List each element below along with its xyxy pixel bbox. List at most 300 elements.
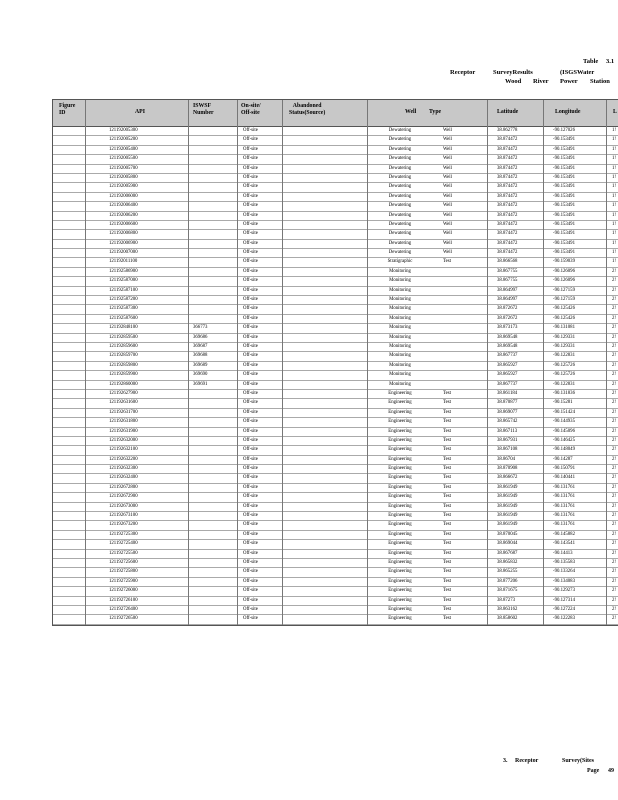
cell-well: Engineering xyxy=(388,475,412,481)
cell-well: Engineering xyxy=(388,466,412,472)
cell-onoff: Off-site xyxy=(243,268,258,274)
cell-last: 2! xyxy=(612,522,616,528)
cell-last: 2! xyxy=(612,362,616,368)
cell-well: Engineering xyxy=(388,559,412,565)
cell-onoff: Off-site xyxy=(243,409,258,415)
cell-last: 2! xyxy=(612,447,616,453)
cell-longitude: -90.144935 xyxy=(553,419,575,425)
cell-onoff: Off-site xyxy=(243,466,258,472)
cell-latitude: 38.865927 xyxy=(497,372,518,378)
cell-last: 1! xyxy=(612,212,616,218)
cell-onoff: Off-site xyxy=(243,334,258,340)
cell-last: 2! xyxy=(612,550,616,556)
table-row xyxy=(53,550,618,559)
cell-well: Engineering xyxy=(388,597,412,603)
cell-type: Well xyxy=(443,212,452,218)
table-row xyxy=(53,503,618,512)
cell-api: 121192005800 xyxy=(109,174,138,180)
cell-longitude: -90.148049 xyxy=(553,447,575,453)
cell-latitude: 38.873173 xyxy=(497,325,518,331)
cell-longitude: -90.153491 xyxy=(553,165,575,171)
footer-page-number: 49 xyxy=(608,768,614,774)
cell-latitude: 38.864997 xyxy=(497,287,518,293)
cell-onoff: Off-site xyxy=(243,522,258,528)
cell-well: Dewatering xyxy=(388,146,412,152)
cell-api: 121192632300 xyxy=(109,466,138,472)
cell-type: Test xyxy=(443,597,451,603)
table-row xyxy=(53,578,618,587)
cell-onoff: Off-site xyxy=(243,513,258,519)
cell-onoff: Off-site xyxy=(243,250,258,256)
table-row xyxy=(53,446,618,455)
cell-well: Stratigraphic xyxy=(387,259,413,265)
cell-api: 121192587300 xyxy=(109,306,138,312)
cell-last: 2! xyxy=(612,297,616,303)
cell-api: 121192631800 xyxy=(109,419,138,425)
cell-latitude: 38.874472 xyxy=(497,231,518,237)
cell-latitude: 38.877206 xyxy=(497,578,518,584)
divider-lat xyxy=(543,100,544,625)
cell-type: Well xyxy=(443,184,452,190)
cell-last: 2! xyxy=(612,419,616,425)
cell-latitude: 38.867687 xyxy=(497,550,518,556)
cell-type: Test xyxy=(443,559,451,565)
col-well: Well xyxy=(405,109,417,115)
cell-onoff: Off-site xyxy=(243,315,258,321)
cell-last: 2! xyxy=(612,353,616,359)
cell-api: 121192006200 xyxy=(109,212,138,218)
cell-longitude: -90.122831 xyxy=(553,353,575,359)
cell-last: 2! xyxy=(612,513,616,519)
cell-onoff: Off-site xyxy=(243,419,258,425)
cell-api: 121192632100 xyxy=(109,447,138,453)
cell-latitude: 38.861184 xyxy=(497,390,518,396)
cell-type: Well xyxy=(443,193,452,199)
cell-type: Well xyxy=(443,221,452,227)
table-row xyxy=(53,315,618,324)
cell-type: Test xyxy=(443,578,451,584)
title-word-2: SurveyResults xyxy=(493,69,533,76)
divider-api xyxy=(188,100,189,625)
cell-latitude: 38.861949 xyxy=(497,484,518,490)
cell-latitude: 38.858602 xyxy=(497,616,518,622)
table-row xyxy=(53,456,618,465)
cell-last: 2! xyxy=(612,475,616,481)
cell-latitude: 38.867755 xyxy=(497,278,518,284)
cell-type: Test xyxy=(443,531,451,537)
cell-api: 121192859700 xyxy=(109,353,138,359)
cell-latitude: 38.874472 xyxy=(497,146,518,152)
cell-api: 121192587000 xyxy=(109,278,138,284)
cell-type: Test xyxy=(443,409,451,415)
table-row xyxy=(53,409,618,418)
cell-onoff: Off-site xyxy=(243,428,258,434)
table-row xyxy=(53,277,618,286)
table-row xyxy=(53,174,618,183)
table-row xyxy=(53,240,618,249)
cell-longitude: -90.14287 xyxy=(553,456,573,462)
table-row xyxy=(53,540,618,549)
cell-api: 121192725600 xyxy=(109,559,138,565)
cell-last: 2! xyxy=(612,268,616,274)
cell-api: 121192859900 xyxy=(109,372,138,378)
table-row xyxy=(53,324,618,333)
cell-latitude: 38.874472 xyxy=(497,240,518,246)
cell-latitude: 38.869548 xyxy=(497,334,518,340)
cell-onoff: Off-site xyxy=(243,146,258,152)
cell-onoff: Off-site xyxy=(243,362,258,368)
cell-onoff: Off-site xyxy=(243,184,258,190)
cell-latitude: 38.866672 xyxy=(497,475,518,481)
cell-well: Engineering xyxy=(388,513,412,519)
cell-api: 121192006400 xyxy=(109,203,138,209)
cell-well: Engineering xyxy=(388,400,412,406)
cell-type: Well xyxy=(443,156,452,162)
cell-last: 1! xyxy=(612,231,616,237)
cell-latitude: 38.866568 xyxy=(497,259,518,265)
cell-onoff: Off-site xyxy=(243,597,258,603)
cell-longitude: -90.153491 xyxy=(553,174,575,180)
cell-latitude: 38.867108 xyxy=(497,447,518,453)
cell-well: Monitoring xyxy=(389,334,411,340)
table-header-row xyxy=(53,100,618,127)
cell-well: Engineering xyxy=(388,428,412,434)
table-row xyxy=(53,230,618,239)
table-row xyxy=(53,559,618,568)
cell-longitude: -90.159039 xyxy=(553,259,575,265)
cell-longitude: -90.14413 xyxy=(553,550,573,556)
cell-api: 121192631900 xyxy=(109,428,138,434)
cell-api: 121192859800 xyxy=(109,362,138,368)
cell-last: 2! xyxy=(612,541,616,547)
cell-well: Engineering xyxy=(388,541,412,547)
cell-type: Well xyxy=(443,146,452,152)
cell-last: 2! xyxy=(612,484,616,490)
cell-well: Engineering xyxy=(388,390,412,396)
cell-last: 2! xyxy=(612,428,616,434)
cell-onoff: Off-site xyxy=(243,278,258,284)
divider-welltype xyxy=(487,100,488,625)
table-row xyxy=(53,268,618,277)
title-word-5: River xyxy=(533,78,549,85)
cell-last: 2! xyxy=(612,494,616,500)
col-type: Type xyxy=(429,109,442,115)
cell-longitude: -90.125426 xyxy=(553,306,575,312)
cell-well: Dewatering xyxy=(388,231,412,237)
cell-longitude: -90.122283 xyxy=(553,616,575,622)
cell-api: 121192011100 xyxy=(109,259,138,265)
cell-onoff: Off-site xyxy=(243,325,258,331)
cell-type: Test xyxy=(443,456,451,462)
cell-type: Test xyxy=(443,522,451,528)
cell-type: Test xyxy=(443,466,451,472)
cell-well: Engineering xyxy=(388,447,412,453)
cell-last: 2! xyxy=(612,372,616,378)
cell-longitude: -90.153491 xyxy=(553,203,575,209)
cell-type: Test xyxy=(443,494,451,500)
cell-api: 121192005500 xyxy=(109,156,138,162)
table-row xyxy=(53,371,618,380)
cell-iswsf: 366773 xyxy=(193,325,208,331)
cell-onoff: Off-site xyxy=(243,137,258,143)
cell-last: 1! xyxy=(612,128,616,133)
cell-well: Engineering xyxy=(388,503,412,509)
cell-api: 121192631700 xyxy=(109,409,138,415)
cell-onoff: Off-site xyxy=(243,128,258,133)
cell-longitude: -90.150791 xyxy=(553,466,575,472)
cell-longitude: -90.129273 xyxy=(553,588,575,594)
cell-longitude: -90.129331 xyxy=(553,334,575,340)
cell-longitude: -90.125426 xyxy=(553,315,575,321)
cell-last: 1! xyxy=(612,203,616,209)
cell-latitude: 38.863162 xyxy=(497,606,518,612)
cell-api: 121192632400 xyxy=(109,475,138,481)
cell-api: 121192005400 xyxy=(109,146,138,152)
cell-latitude: 38.867113 xyxy=(497,428,518,434)
cell-onoff: Off-site xyxy=(243,559,258,565)
cell-longitude: -90.129331 xyxy=(553,343,575,349)
cell-longitude: -90.140441 xyxy=(553,475,575,481)
cell-latitude: 38.87273 xyxy=(497,597,515,603)
cell-onoff: Off-site xyxy=(243,212,258,218)
table-row xyxy=(53,221,618,230)
divider-iswsf xyxy=(237,100,238,625)
cell-type: Test xyxy=(443,513,451,519)
cell-last: 2! xyxy=(612,597,616,603)
cell-longitude: -90.153491 xyxy=(553,212,575,218)
cell-latitude: 38.869548 xyxy=(497,343,518,349)
cell-latitude: 38.86704 xyxy=(497,456,515,462)
cell-type: Well xyxy=(443,203,452,209)
cell-type: Well xyxy=(443,137,452,143)
cell-well: Engineering xyxy=(388,606,412,612)
cell-type: Well xyxy=(443,128,452,133)
cell-last: 2! xyxy=(612,400,616,406)
cell-last: 2! xyxy=(612,569,616,575)
cell-last: 2! xyxy=(612,343,616,349)
cell-well: Engineering xyxy=(388,456,412,462)
cell-last: 1! xyxy=(612,259,616,265)
cell-last: 2! xyxy=(612,588,616,594)
cell-type: Test xyxy=(443,400,451,406)
cell-type: Test xyxy=(443,475,451,481)
cell-longitude: -90.153491 xyxy=(553,146,575,152)
table-row xyxy=(53,390,618,399)
cell-type: Well xyxy=(443,240,452,246)
cell-longitude: -90.126096 xyxy=(553,278,575,284)
table-row xyxy=(53,493,618,502)
cell-type: Test xyxy=(443,484,451,490)
divider-figure xyxy=(85,100,86,625)
cell-onoff: Off-site xyxy=(243,503,258,509)
cell-latitude: 38.874472 xyxy=(497,184,518,190)
cell-well: Monitoring xyxy=(389,372,411,378)
cell-api: 121192007000 xyxy=(109,250,138,256)
cell-well: Engineering xyxy=(388,616,412,622)
cell-latitude: 38.874472 xyxy=(497,221,518,227)
footer-word-2: Survey(Sites xyxy=(562,758,594,764)
cell-onoff: Off-site xyxy=(243,287,258,293)
cell-type: Well xyxy=(443,231,452,237)
col-last: L xyxy=(613,109,617,115)
title-word-7: Station xyxy=(590,78,610,85)
table-row xyxy=(53,183,618,192)
cell-well: Dewatering xyxy=(388,203,412,209)
cell-longitude: -90.153491 xyxy=(553,221,575,227)
cell-latitude: 38.865255 xyxy=(497,569,518,575)
cell-last: 2! xyxy=(612,531,616,537)
cell-onoff: Off-site xyxy=(243,165,258,171)
cell-well: Monitoring xyxy=(389,381,411,387)
table-row xyxy=(53,512,618,521)
cell-well: Monitoring xyxy=(389,278,411,284)
cell-api: 121192005700 xyxy=(109,165,138,171)
cell-type: Test xyxy=(443,588,451,594)
table-row xyxy=(53,437,618,446)
cell-iswsf: 369691 xyxy=(193,381,208,387)
cell-onoff: Off-site xyxy=(243,221,258,227)
cell-onoff: Off-site xyxy=(243,447,258,453)
cell-last: 2! xyxy=(612,287,616,293)
cell-api: 121192726400 xyxy=(109,606,138,612)
cell-api: 121192587100 xyxy=(109,287,138,293)
cell-last: 1! xyxy=(612,221,616,227)
cell-api: 121192726000 xyxy=(109,588,138,594)
cell-api: 121192672900 xyxy=(109,494,138,500)
cell-onoff: Off-site xyxy=(243,578,258,584)
cell-well: Engineering xyxy=(388,531,412,537)
cell-longitude: -90.131081 xyxy=(553,325,575,331)
cell-onoff: Off-site xyxy=(243,531,258,537)
cell-longitude: -90.122831 xyxy=(553,381,575,387)
footer-section: 3. xyxy=(503,758,508,764)
cell-onoff: Off-site xyxy=(243,569,258,575)
cell-last: 1! xyxy=(612,146,616,152)
cell-longitude: -90.127224 xyxy=(553,606,575,612)
table-row xyxy=(53,399,618,408)
cell-longitude: -90.153491 xyxy=(553,137,575,143)
title-word-1: Receptor xyxy=(450,69,476,76)
table-row xyxy=(53,521,618,530)
table-row xyxy=(53,418,618,427)
cell-last: 2! xyxy=(612,325,616,331)
cell-type: Test xyxy=(443,419,451,425)
table-row xyxy=(53,381,618,390)
cell-onoff: Off-site xyxy=(243,541,258,547)
cell-latitude: 38.865832 xyxy=(497,559,518,565)
cell-last: 2! xyxy=(612,278,616,284)
cell-type: Test xyxy=(443,428,451,434)
cell-longitude: -90.127314 xyxy=(553,597,575,603)
cell-well: Dewatering xyxy=(388,221,412,227)
cell-onoff: Off-site xyxy=(243,588,258,594)
cell-onoff: Off-site xyxy=(243,193,258,199)
cell-longitude: -90.131761 xyxy=(553,484,575,490)
cell-onoff: Off-site xyxy=(243,203,258,209)
cell-longitude: -90.153491 xyxy=(553,193,575,199)
table-row xyxy=(53,136,618,145)
cell-well: Engineering xyxy=(388,578,412,584)
cell-latitude: 38.874472 xyxy=(497,193,518,199)
cell-longitude: -90.153491 xyxy=(553,250,575,256)
cell-latitude: 38.874472 xyxy=(497,156,518,162)
cell-well: Monitoring xyxy=(389,287,411,293)
cell-type: Well xyxy=(443,174,452,180)
table-row xyxy=(53,146,618,155)
cell-type: Well xyxy=(443,250,452,256)
table-row xyxy=(53,474,618,483)
cell-onoff: Off-site xyxy=(243,484,258,490)
cell-onoff: Off-site xyxy=(243,353,258,359)
cell-longitude: -90.151424 xyxy=(553,409,575,415)
cell-api: 121192006600 xyxy=(109,221,138,227)
col-figure-id: Figure ID xyxy=(59,103,76,116)
table-row xyxy=(53,212,618,221)
cell-last: 1! xyxy=(612,240,616,246)
cell-longitude: -90.15281 xyxy=(553,400,573,406)
cell-latitude: 38.867737 xyxy=(497,381,518,387)
cell-api: 121192632000 xyxy=(109,437,138,443)
cell-latitude: 38.862778 xyxy=(497,128,518,133)
table-row xyxy=(53,305,618,314)
cell-well: Dewatering xyxy=(388,240,412,246)
cell-well: Engineering xyxy=(388,484,412,490)
cell-latitude: 38.865927 xyxy=(497,362,518,368)
cell-onoff: Off-site xyxy=(243,437,258,443)
cell-longitude: -90.131761 xyxy=(553,513,575,519)
cell-api: 121192673000 xyxy=(109,503,138,509)
cell-latitude: 38.874472 xyxy=(497,212,518,218)
cell-latitude: 38.874472 xyxy=(497,137,518,143)
table-row xyxy=(53,597,618,606)
cell-api: 121192848100 xyxy=(109,325,138,331)
cell-last: 1! xyxy=(612,193,616,199)
cell-onoff: Off-site xyxy=(243,174,258,180)
cell-last: 2! xyxy=(612,616,616,622)
col-onsite: On-site/ Off-site xyxy=(241,103,261,116)
table-row xyxy=(53,249,618,258)
cell-well: Monitoring xyxy=(389,353,411,359)
cell-onoff: Off-site xyxy=(243,343,258,349)
cell-longitude: -90.145096 xyxy=(553,428,575,434)
cell-last: 2! xyxy=(612,466,616,472)
cell-onoff: Off-site xyxy=(243,550,258,556)
cell-well: Engineering xyxy=(388,437,412,443)
cell-api: 121192005300 xyxy=(109,128,138,133)
cell-longitude: -90.145882 xyxy=(553,531,575,537)
cell-longitude: -90.127159 xyxy=(553,287,575,293)
cell-api: 121192587200 xyxy=(109,297,138,303)
cell-longitude: -90.127159 xyxy=(553,297,575,303)
cell-latitude: 38.870877 xyxy=(497,400,518,406)
table-row xyxy=(53,484,618,493)
cell-latitude: 38.870908 xyxy=(497,466,518,472)
cell-last: 1! xyxy=(612,184,616,190)
cell-well: Monitoring xyxy=(389,325,411,331)
cell-iswsf: 369686 xyxy=(193,334,208,340)
cell-latitude: 38.861949 xyxy=(497,513,518,519)
cell-longitude: -90.126096 xyxy=(553,268,575,274)
cell-api: 121192860000 xyxy=(109,381,138,387)
cell-longitude: -90.153491 xyxy=(553,240,575,246)
cell-api: 121192725900 xyxy=(109,578,138,584)
cell-well: Engineering xyxy=(388,409,412,415)
cell-last: 2! xyxy=(612,456,616,462)
cell-last: 2! xyxy=(612,381,616,387)
table-row xyxy=(53,531,618,540)
cell-api: 121192005200 xyxy=(109,137,138,143)
cell-well: Monitoring xyxy=(389,343,411,349)
